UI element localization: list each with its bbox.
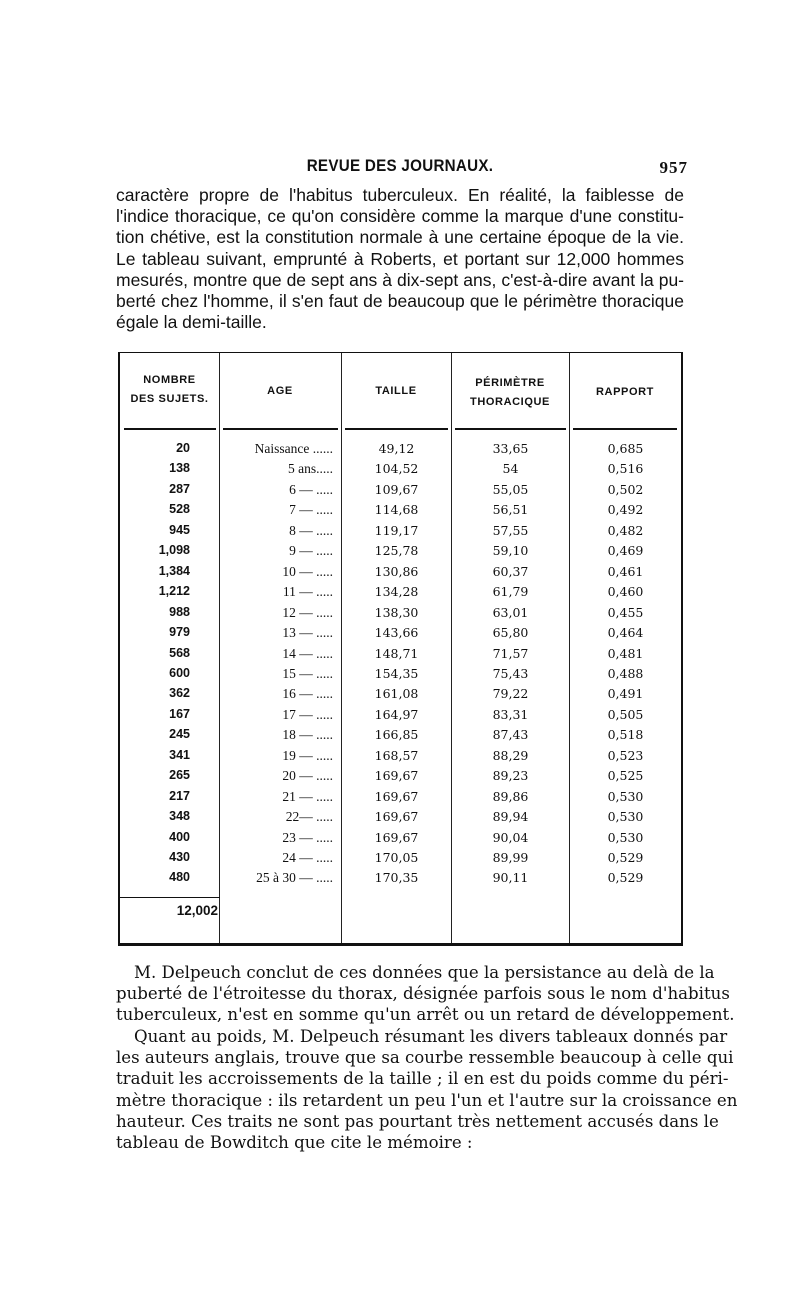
cell-subjects: 1,098 xyxy=(158,543,190,558)
table-row xyxy=(120,564,681,585)
cell-age: 17 — ..... xyxy=(282,706,333,722)
header-size: TAILLE xyxy=(375,385,417,397)
cell-size: 134,28 xyxy=(374,584,419,600)
roberts-table xyxy=(118,352,683,946)
cell-subjects: 945 xyxy=(169,522,190,537)
text-line: berté chez l'homme, il s'en faut de beaucoup que le périmètre thoracique xyxy=(116,291,684,312)
cell-ratio: 0,529 xyxy=(607,870,644,886)
total-rule xyxy=(120,897,220,898)
cell-perimeter: 57,55 xyxy=(492,522,529,538)
header-perimeter-line1: PÉRIMÈTRE xyxy=(475,377,545,389)
header-rule xyxy=(124,428,216,430)
header-subjects-line2: DES SUJETS. xyxy=(130,393,209,405)
cell-perimeter: 83,31 xyxy=(492,706,529,722)
cell-ratio: 0,523 xyxy=(607,747,644,763)
cell-size: 166,85 xyxy=(374,727,419,743)
table-row xyxy=(120,830,681,851)
table-row xyxy=(120,461,681,482)
cell-size: 104,52 xyxy=(374,461,419,477)
cell-perimeter: 88,29 xyxy=(492,747,529,763)
header-subjects xyxy=(120,371,219,409)
cell-perimeter: 60,37 xyxy=(492,563,529,579)
text-line: mesurés, montre que de sept ans à dix-sept ans, c'est-à-dire avant la pu- xyxy=(116,269,684,290)
text-line: tableau de Bowditch que cite le mémoire : xyxy=(116,1133,473,1153)
text-line: Quant au poids, M. Delpeuch résumant les divers tableaux donnés par xyxy=(134,1027,728,1046)
cell-age: 21 — ..... xyxy=(282,788,333,804)
cell-subjects: 430 xyxy=(169,850,190,864)
cell-subjects: 20 xyxy=(176,441,190,455)
intro-paragraph xyxy=(116,185,684,333)
text-line: tion chétive, est la constitution normale à une certaine époque de la vie. xyxy=(116,227,684,248)
table-row xyxy=(120,686,681,707)
cell-perimeter: 87,43 xyxy=(492,727,529,743)
cell-ratio: 0,530 xyxy=(607,809,644,825)
cell-perimeter: 71,57 xyxy=(492,645,529,661)
cell-age: 15 — ..... xyxy=(282,665,333,681)
cell-size: 170,05 xyxy=(374,850,419,865)
table-row xyxy=(120,768,681,789)
cell-age: 24 — ..... xyxy=(282,850,333,865)
cell-size: 169,67 xyxy=(374,788,419,804)
cell-subjects: 245 xyxy=(169,727,190,742)
cell-age: 8 — ..... xyxy=(289,522,333,538)
cell-size: 164,97 xyxy=(374,706,419,722)
cell-subjects: 348 xyxy=(169,809,190,824)
cell-subjects: 600 xyxy=(169,665,190,680)
table-row xyxy=(120,850,681,871)
table-row xyxy=(120,809,681,830)
cell-ratio: 0,455 xyxy=(607,604,644,620)
cell-subjects: 988 xyxy=(169,604,190,619)
cell-age: 7 — ..... xyxy=(289,502,333,518)
cell-age: 12 — ..... xyxy=(282,604,333,620)
header-ratio: RAPPORT xyxy=(596,386,654,398)
cell-perimeter: 75,43 xyxy=(492,665,529,681)
cell-age: 6 — ..... xyxy=(289,481,333,497)
cell-ratio: 0,685 xyxy=(607,441,644,456)
cell-perimeter: 33,65 xyxy=(492,441,529,456)
cell-perimeter: 61,79 xyxy=(492,584,529,600)
cell-perimeter: 55,05 xyxy=(492,481,529,497)
cell-ratio: 0,469 xyxy=(607,543,644,559)
cell-size: 169,67 xyxy=(374,768,419,784)
text-line: traduit les accroissements de la taille ; il en est du poids comme du péri- xyxy=(116,1069,729,1089)
cell-size: 130,86 xyxy=(374,563,419,579)
conclusion-paragraph xyxy=(116,962,735,1026)
cell-subjects: 1,384 xyxy=(158,563,190,578)
cell-size: 49,12 xyxy=(378,441,415,456)
cell-size: 148,71 xyxy=(374,645,419,661)
cell-perimeter: 89,86 xyxy=(492,788,529,804)
cell-subjects: 568 xyxy=(169,645,190,660)
cell-ratio: 0,461 xyxy=(607,563,644,579)
text-line: M. Delpeuch conclut de ces données que la persistance au delà de la xyxy=(134,963,715,982)
text-line: égale la demi-taille. xyxy=(116,312,267,333)
cell-age: 23 — ..... xyxy=(282,829,333,845)
text-line: les auteurs anglais, trouve que sa courbe ressemble beaucoup à celle qui xyxy=(116,1048,734,1068)
cell-perimeter: 65,80 xyxy=(492,625,529,641)
cell-age: 25 à 30 — ..... xyxy=(256,870,333,886)
running-title: REVUE DES JOURNAUX. xyxy=(306,157,494,175)
table-row xyxy=(120,441,681,462)
cell-size: 154,35 xyxy=(374,665,419,681)
cell-age: 11 — ..... xyxy=(282,584,333,600)
cell-age: 10 — ..... xyxy=(282,563,333,579)
cell-age: 14 — ..... xyxy=(282,645,333,661)
cell-perimeter: 59,10 xyxy=(492,543,529,559)
cell-ratio: 0,481 xyxy=(607,645,644,661)
table-row xyxy=(120,523,681,544)
weights-paragraph xyxy=(116,1026,738,1153)
page-number: 957 xyxy=(659,158,688,177)
text-line: hauteur. Ces traits ne sont pas pourtant très nettement accusés dans le xyxy=(116,1111,719,1131)
cell-age: 19 — ..... xyxy=(282,747,333,763)
cell-ratio: 0,492 xyxy=(607,502,644,518)
cell-age: 9 — ..... xyxy=(289,543,333,559)
cell-size: 125,78 xyxy=(374,543,419,559)
cell-size: 169,67 xyxy=(374,829,419,845)
cell-perimeter: 89,23 xyxy=(492,768,529,784)
cell-subjects: 979 xyxy=(169,625,190,640)
cell-age: Naissance ...... xyxy=(254,441,333,456)
table-row xyxy=(120,646,681,667)
table-row xyxy=(120,789,681,810)
header-subjects-line1: NOMBRE xyxy=(143,374,196,386)
cell-ratio: 0,502 xyxy=(607,481,644,497)
table-row xyxy=(120,625,681,646)
table-row xyxy=(120,543,681,564)
cell-subjects: 1,212 xyxy=(158,584,190,599)
cell-perimeter: 89,94 xyxy=(492,809,529,825)
cell-size: 161,08 xyxy=(374,686,419,702)
cell-perimeter: 90,11 xyxy=(492,870,529,886)
cell-subjects: 362 xyxy=(169,686,190,701)
cell-subjects: 287 xyxy=(169,481,190,496)
table-row xyxy=(120,748,681,769)
cell-size: 114,68 xyxy=(374,502,419,518)
cell-ratio: 0,530 xyxy=(607,829,644,845)
cell-subjects: 400 xyxy=(169,829,190,844)
cell-perimeter: 63,01 xyxy=(492,604,529,620)
cell-subjects: 341 xyxy=(169,747,190,762)
cell-size: 170,35 xyxy=(374,870,419,886)
text-line: caractère propre de l'habitus tuberculeux. En réalité, la faiblesse de xyxy=(116,185,684,205)
total-subjects: 12,002 xyxy=(176,903,218,918)
cell-ratio: 0,488 xyxy=(607,665,644,681)
text-line: tuberculeux, n'est en somme qu'un arrêt ou un retard de développement. xyxy=(116,1005,735,1025)
table-row xyxy=(120,727,681,748)
cell-age: 20 — ..... xyxy=(282,768,333,784)
header-rule xyxy=(455,428,566,430)
cell-size: 168,57 xyxy=(374,747,419,763)
cell-perimeter: 56,51 xyxy=(492,502,529,518)
cell-subjects: 167 xyxy=(169,706,190,721)
cell-size: 109,67 xyxy=(374,481,419,497)
cell-ratio: 0,518 xyxy=(607,727,644,743)
header-perimeter xyxy=(451,374,569,412)
cell-age: 13 — ..... xyxy=(282,625,333,641)
cell-size: 138,30 xyxy=(374,604,419,620)
header-age: AGE xyxy=(267,385,293,397)
text-line: mètre thoracique : ils retardent un peu l'un et l'autre sur la croissance en xyxy=(116,1090,738,1110)
cell-subjects: 265 xyxy=(169,768,190,783)
cell-subjects: 217 xyxy=(169,788,190,803)
cell-ratio: 0,529 xyxy=(607,850,644,865)
cell-ratio: 0,482 xyxy=(607,522,644,538)
text-line: l'indice thoracique, ce qu'on considère comme la marque d'une constitu- xyxy=(116,206,684,227)
table-row xyxy=(120,482,681,503)
table-row xyxy=(120,870,681,891)
cell-subjects: 528 xyxy=(169,502,190,517)
cell-size: 143,66 xyxy=(374,625,419,641)
cell-perimeter: 89,99 xyxy=(492,850,529,865)
text-line: puberté de l'étroitesse du thorax, désignée parfois sous le nom d'habitus xyxy=(116,984,730,1004)
cell-size: 119,17 xyxy=(374,522,419,538)
cell-subjects: 138 xyxy=(169,461,190,476)
running-head xyxy=(116,157,688,179)
cell-ratio: 0,525 xyxy=(607,768,644,784)
cell-ratio: 0,516 xyxy=(607,461,644,477)
header-rule xyxy=(345,428,448,430)
cell-ratio: 0,505 xyxy=(607,706,644,722)
cell-subjects: 480 xyxy=(169,870,190,885)
header-rule xyxy=(223,428,338,430)
cell-ratio: 0,460 xyxy=(607,584,644,600)
cell-perimeter: 90,04 xyxy=(492,829,529,845)
cell-perimeter: 79,22 xyxy=(492,686,529,702)
cell-age: 16 — ..... xyxy=(282,686,333,702)
cell-ratio: 0,464 xyxy=(607,625,644,641)
table-row xyxy=(120,584,681,605)
table-row xyxy=(120,502,681,523)
cell-age: 22— ..... xyxy=(285,809,333,825)
table-row xyxy=(120,666,681,687)
cell-size: 169,67 xyxy=(374,809,419,825)
table-row xyxy=(120,605,681,626)
cell-ratio: 0,530 xyxy=(607,788,644,804)
text-line: Le tableau suivant, emprunté à Roberts, et portant sur 12,000 hommes xyxy=(116,248,684,269)
header-perimeter-line2: THORACIQUE xyxy=(470,396,550,408)
cell-age: 5 ans..... xyxy=(288,461,333,477)
table-row xyxy=(120,707,681,728)
cell-ratio: 0,491 xyxy=(607,686,644,702)
header-rule xyxy=(573,428,677,430)
cell-perimeter: 54 xyxy=(502,461,519,477)
cell-age: 18 — ..... xyxy=(282,727,333,743)
